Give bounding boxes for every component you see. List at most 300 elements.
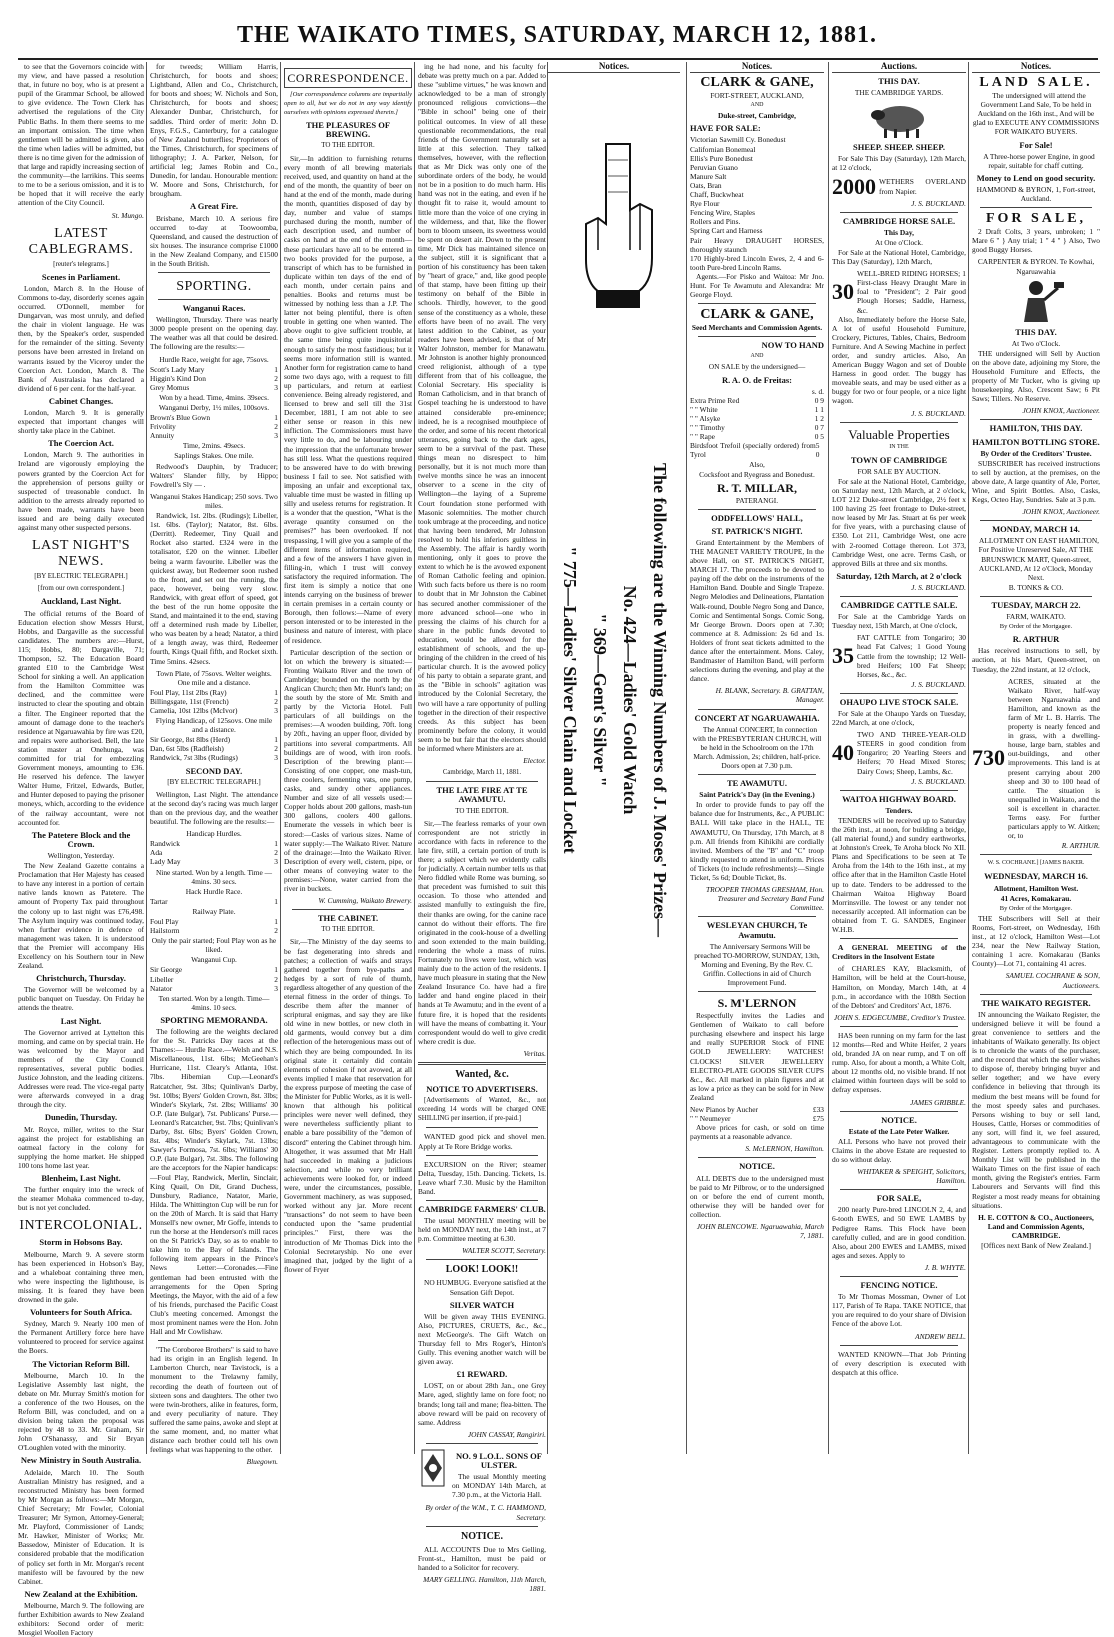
result-row (150, 917, 278, 926)
column-header: Auctions. (832, 62, 966, 73)
price-list (690, 1105, 824, 1123)
ad-subtitle: This Day, (884, 227, 914, 237)
ad-title: TUESDAY, MARCH 22. (991, 599, 1081, 610)
result-value: 1 (274, 839, 278, 849)
race-title: Hurdle Race, weight for age, 75sovs. (159, 354, 269, 364)
article-title: The Patetere Block and the Crown. (31, 829, 131, 849)
section-heading: SPORTING. (176, 279, 252, 295)
article-title: Volunteers for South Africa. (30, 1307, 132, 1318)
result-row (690, 405, 824, 414)
letter-to: TO THE EDITOR. (455, 806, 509, 815)
ad-address: Duke-street, Cambridge, (717, 111, 797, 121)
ad-text: W. S. COCHRANE.] [JAMES BAKER. (987, 860, 1085, 867)
ad-text: FAT CATTLE from Tongariro; 30 head Fat Calves; 1 Good Young Cattle from the township; 12 Well-bred Heifers; 100 Fat Sheep; Horses, &c., &c. (857, 633, 966, 679)
letter-text: ing he had none, and his faculty for debate was pretty much on a par. Added to these "sublime virtues," he was known and acknowledged to be a man of strongly pronounced religious convictions—the "Bible in school" being one of their political outcomes. In view of all these questionable recommendations, the real friends of the Government naturally set a little at this selection. They talked themselves, however, with the reflection that as Mr Dick was only one of the subordinate orders of the body, he would not be in a position to do much harm. His hand was not in the eating, and even if he thought fit to raise it, would amount to little more than the voice of one crying in the wilderness, and that, like the flower born to bloom unseen, its sweetness would be spent on desert air. Down to the present time, Mr Dick has maintained silence on the subject, still it is significant that a portion of his constituency has been taken by "heart of grace," and, like good people of that stamp, have been fitting up their testimony on behalf of the Bible in schools. Thirdly, however, to the good sense of the constituency as a whole, these efforts have been of no avail. The very latest addition to the Cabinet, as your readers have been advised, is that of Mr Walter Johnston, member for Manawatu. Mr Johnston is another highly pronounced creed religionist, although of a type different from that of his colleague, the Colonial Secretary. His speciality is Roman Catholicism, and in that branch of Gospel teaching he is understood to have attained considerable pre-eminence; indeed, he is a recognised mouthpiece of the order, and some of his recent rhetorical utterances, going back to the dark ages, seem to be a survival of the past. These things mean no disrespect to him personally, but it is not much more than twelve months since he was an innocent observer to a scene in the city of Wellington—the laying of a Supreme Court foundation stone performed with Masonic solemnities. The mother church took umbrage at the proceeding, and notice that having been tendered, Mr Johnston resolved to hold his inferiors guiltless in the Assembly. The affair is hardly worth mentioning, only it goes to prove the extent to which he is the avowed exponent of Roman Catholic feeling and opinion. With such facts before us there is no room to doubt that in Mr Johnston the Cabinet has secured another commissioner of the more advanced school—one who in pressing the claims of his church for a share in the public funds devoted to education, would be allowed for the establishment of schools, and the up-bringing of the children in the creed of his particular church. It is the avowed policy of his party to obtain a separate grant, and as the "Bible in schools" agitation was introduced by the Colonial Secretary, the two will have a rare opportunity of pulling together in the direction of their respective creeds. As this subject has been prominently before the colony, it would seem to be but fair that the electors should be informed where Ministers are at. (418, 62, 546, 754)
ad-text: ON SALE by the undersigned— (708, 362, 806, 372)
result-row (150, 897, 278, 906)
lot-count: 40 (832, 739, 854, 765)
article-title: Christchurch, Thursday. (36, 973, 126, 984)
result-row (150, 422, 278, 431)
result-row (150, 839, 278, 848)
ad-subtitle: By Order of the Mortgagee. (999, 623, 1073, 631)
article-title: Last Night. (60, 1015, 102, 1026)
signature: MARY GELLING. Hamilton, 11th March, 1881. (423, 1574, 546, 1593)
result-value: 1 (274, 735, 278, 745)
result-value: 1 (274, 413, 278, 423)
classified-ad: EXCURSION on the River; steamer Delta, Tuesday, 15th. Dancing. Tickets, 1s. Leave wharf 7.30. Music by the Hamilton Band. (418, 1159, 546, 1196)
race-note: Nine started. Won by a length. Time —4mins. 30 secs. (155, 867, 273, 886)
letter-text: Particular description of the section or lot on which the brewery is situated:—Fronting Waikato River and the town of Cambridge; bounded on the north by the Anglican Church; then Mr. Hunt's land; on the south by the store of Mr. Smith and partly by the Victoria Hotel. Full particulars of all buildings on the premises:—A wooden building, 70ft. long by 20ft., having an upper floor, divided by partitions into several compartments. All buildings are of wood, with iron roofs. Description of the brewing plant:—Consisting of one copper, one mash-tun, three coolers, fermenting vats, one pump, casks, and sundry other appliances. Number and size of all vessels used:—Copper holds about 200 gallons, mash-tun 300 gallons, coolers 400 gallons. Enumerate the vessels in which beer is stored:—Casks of various sizes. Name of water supply:—The Waikato River. Nature of the drainage:—Into the Waikato River. Description of every well, cistern, pipe, or other means of conveying water to the premises:—None, water carried from the river in buckets. (284, 647, 412, 894)
article-title: SPORTING MEMORANDA. (160, 1014, 268, 1025)
list-item: Spring Cart and Harness (690, 226, 763, 236)
classified-ad: LOST, on or about 28th Jan., one Grey Mare, aged, slightly lame on fore foot; no brands; long tail and mane; flea-bitten. The above reward will be paid on recovery of same. Address (418, 1381, 546, 1427)
signature: J. S. BUCKLAND. (911, 582, 966, 592)
race-results (150, 413, 278, 440)
race-note: Ten started. Won by a length. Time—4mins. 10 secs. (158, 993, 270, 1012)
ad-subtitle: By Order of the Mortgagee. (999, 904, 1073, 912)
ad-subtitle: Seed Merchants and Commission Agents. (691, 323, 823, 333)
ad-text: AND (750, 353, 764, 360)
ad-title: CAMBRIDGE FARMERS' CLUB. (418, 1203, 546, 1214)
lodge-notice (418, 1448, 546, 1502)
ad-text: WANTED KNOWN—That Job Printing of every description is executed with despatch at this office. (832, 1349, 966, 1377)
result-value: 3 (274, 857, 278, 867)
notice-title: NOTICE TO ADVERTISERS. (426, 1084, 538, 1095)
result-name: New Pianos by Aucher (690, 1105, 758, 1114)
column-header: Notices. (972, 62, 1100, 73)
ad-text: [Offices next Bank of New Zealand.] (981, 1241, 1091, 1251)
signature: J. S. BUCKLAND. (911, 408, 966, 418)
letter-dateline: Cambridge, March 11, 1881. (442, 769, 522, 777)
classified-ad: The usual Monthly meeting on MONDAY 14th March, at 7.30 p.m., at the Victoria Hall. (452, 1472, 546, 1500)
race-title: Wanganui Cup. (191, 955, 237, 965)
ad-text: IN THE (889, 443, 909, 450)
result-name: " " Timothy (690, 423, 725, 432)
ad-subtitle: FOR SALE BY AUCTION. (857, 466, 941, 476)
ad-text: TENDERS will be received up to Saturday the 26th inst., at noon, for building a bridge, (all material found,) and sundry earthworks, at Johnston's Creek, Te Aroha block No XII. Plans and Specifications to be seen at Te Aroha from the 14th to the 16th inst., at my office after that in the Hamilton Castle Hotel up to date. Tenders to be addressed to the Chairman Waitoa Highway Board Morrinsville. The lowest or any tender not necessarily accepted. All information can be obtained from T. G. SANDES, Engineer W.H.B. (832, 815, 966, 935)
signature: JOHN CASSAY, Rangiriri. (467, 1429, 546, 1439)
ad-title: LAND SALE. (979, 75, 1093, 91)
race-title: Saplings Stakes. One mile. (174, 451, 254, 461)
section-heading: Wanted, &c. (455, 1069, 509, 1081)
signature: S. McLERNON, Hamilton. (745, 1144, 824, 1154)
ad-address: FORT-STREET, AUCKLAND, (710, 91, 804, 101)
signature: JOHN S. EDGECUMBE, Creditor's Trustee. (833, 1012, 966, 1022)
article-text: Redwood's Dauphin, by Traducer; Walters' Slander filly, by Hippo; Fowdrell's Sly — . (150, 461, 278, 489)
result-name: Foul Play, 11st 2lbs (Ray) (150, 687, 227, 697)
lot-line (832, 269, 966, 314)
ad-subtitle: FARM, WAIKATO. (1006, 612, 1066, 622)
result-row (690, 1105, 824, 1114)
signature: SAMUEL COCHRANE & SON, Auctioneers. (1005, 971, 1100, 990)
signature: By order of the W.M., T. C. HAMMOND, Secretary. (425, 1503, 546, 1522)
ad-text: Has received instructions to sell, by auction, at his Mart, Queen-street, on Tuesday, the 22nd instant, at 12 o'clock, (972, 646, 1100, 674)
race-results (150, 897, 278, 906)
ad-title: £1 REWARD. (456, 1369, 508, 1380)
letter-title: THE LATE FIRE AT TE AWAMUTU. (436, 785, 528, 805)
result-row (150, 365, 278, 374)
result-value: 3 (274, 753, 278, 763)
ad-text: ALL DEBTS due to the undersigned must be paid to Mr Pilbrow, or to the undersigned on or before the end of current month, otherwise they will be handed over for collection. (690, 1173, 824, 1219)
ad-signature: B. TONKS & CO. (1008, 582, 1064, 592)
ad-title: WAITOA HIGHWAY BOARD. (842, 793, 956, 804)
ad-title: NOW TO HAND (761, 340, 824, 351)
letter-text: Sir,—The fearless remarks of your own correspondent are not strictly in accordance with facts in reference to the late fire, still, a certain portion of truth is there; a subject which we evidently calls for judicially. A certain number tells us that Nero fiddled while Rome was burning, so that precedent was furnished to suit this occasion. To those who attended and assisted manfully to extinguish the fire, their thanks are owing, for the canine race cannot do without their efforts. The fire originated in the cook-house of a dwelling and soon extended to the main building, rendering the whole a mass of ruins. Fortunately no lives were lost, which was mainly due to the action of the residents. I have much pleasure in stating that the New Zealand Insurance Co. have had a fire ladder and hand engine placed in their hands at Te Awamutu; and in the event of a future fire, it is hoped that the residents will have the means of combatting it. Your correspondent would do well to give credit where credit is due. (418, 818, 547, 1046)
result-row (690, 414, 824, 423)
ad-title: FOR SALE, (985, 211, 1087, 227)
ad-text: ALLOTMENT ON EAST HAMILTON, For Positive Unreserved Sale, AT THE BRUNSWICK MART, Queen-street, AUCKLAND, At 12 o'Clock, Monday Next. (978, 536, 1100, 582)
article-title: New Zealand at the Exhibition. (24, 1588, 138, 1599)
column-4 (418, 62, 547, 1593)
result-value: 1 1 (814, 404, 824, 414)
result-value: 3 (274, 431, 278, 441)
classified-ad: NO HUMBUG. Everyone satisfied at the Sensation Gift Depot. (424, 1278, 546, 1297)
ad-title: CONCERT AT NGARUAWAHIA. (694, 712, 820, 723)
article-text: for tweeds; William Harris, Christchurch, for boots and shoes; Lightband, Allen and Co., Christchurch, for boots and shoes; W. Nichols and Son, Christchurch, for boots and shoes; Alexander Dunbar, Christchurch, for saddles. Third order of merit: John D. Enys, F.G.S., Canterbury, for a catalogue of New Zealand butterflies; Proprietors of the Times, Christchurch, for specimens of lithography; J. A. Parker, Nelson, for artificial leg; James Robin and Co., Dunedin, for landau. Honourable mention: W. Moore and Sons, Christchurch, for brougham. (150, 62, 278, 199)
column-6 (690, 62, 824, 1454)
ad-text: The Anniversary Sermons Will be preached TO-MORROW, SUNDAY, 13th, Morning and Evening, By the Rev. C. Griffin. Collections in aid of Church Improvement Fund. (694, 941, 820, 987)
ad-title: FOR SALE, (876, 1193, 922, 1204)
column-8 (972, 62, 1100, 1454)
article-title: Cabinet Changes. (48, 395, 114, 406)
article-text: London, March 9. The authorities in Ireland are vigorously employing the powers granted by the Coercion Act for the apprehension of persons guilty or suspected of treasonable conduct. In addition to the arrests already reported to have been made, warrants have been issued and are being daily executed against many other suspected persons. (18, 450, 144, 533)
ad-subtitle: THE CAMBRIDGE YARDS. (854, 88, 944, 98)
article-text: Melbourne, March 9. The following are further Exhibition awards to New Zealand exhibitors: Second order of merit: Mosgiel Woollen Factory (18, 1600, 144, 1637)
column-divider (414, 62, 415, 1454)
result-value: £75 (812, 1114, 824, 1124)
signature: St. Mungo. (111, 210, 144, 220)
signature: J. S. BUCKLAND. (911, 776, 966, 786)
race-title: Railway Plate. (192, 906, 236, 916)
result-row (150, 413, 278, 422)
result-name: Billingsgate, 11st (French) (150, 696, 229, 706)
section-subheading: [BY ELECTRIC TELEGRAPH.] (34, 572, 128, 581)
signature: JAMES GRIBBLE. (910, 1097, 966, 1107)
result-value: 2 (274, 373, 278, 383)
signature: Veritas. (523, 1048, 546, 1058)
signature: TROOPER THOMAS GRESHAM, Hon. Treasurer and Secretary Band Fund Committee. (705, 885, 824, 913)
product-list (690, 135, 824, 271)
lot-count: 730 (972, 745, 1005, 771)
result-name: Birdsfoot Trefoil (specially ordered) from Tyrol (690, 441, 816, 460)
result-name: " " Neumeyer (690, 1114, 731, 1124)
result-value: 1 (274, 916, 278, 926)
sheep-illustration-icon (864, 99, 934, 139)
article-title: New Ministry in South Australia. (20, 1455, 142, 1466)
ad-title: NO. 9 L.O.L. SONS OF ULSTER. (456, 1450, 542, 1471)
ad-subtitle: By Order of the Creditors' Trustee. (980, 448, 1092, 458)
result-name: " " Alsyke (690, 413, 721, 423)
section-heading: INTERCOLONIAL. (19, 1218, 143, 1234)
classified-ad: Will be given away THIS EVENING. Also, PICTURES, CRUETS, &c., &c., next McGeorge's. The Gift Watch on Thursday fell to Mrs Roger's, Hinton's Gully. This evening another watch will be given away. (418, 1311, 546, 1367)
winning-numbers-notice (551, 330, 679, 1070)
letter-text: Sir,—The Ministry of the day seems to be fast degenerating into shreds and patches; a collection of waifs and strays gathered together from bye-paths and hedges by a sort of rule of thumb, regardless altogether of any question of the eternal fitness in the order of things. To describe them after the manner of scriptural enigmas, and say they are like old wine in new bottles, or new cloth in old garments, would convey but a dim reflection of the heterogenious mass out of which they are being compounded. In its original state it certainly did contain elements of cohesion if not avowed, at all events implied I make that reservation for the express purpose of meeting the case of the Minister for Public Works, as it is well-known that although his political principles were never well defined, they were nevertheless sufficiently pliant to enable a bare possibility of the "demon of discord" entering the Cabinet through him. Altogether, it was assumed that Mr Hall had succeeded in making a judicious selection, and while no very brilliant achievements were looked for, or indeed were, under the circumstances, possible, Government machinery, as was supposed, worked without any jar. More recent "transactions" do not seem to have been conducted upon the "same prudential principles." First, there was the introduction of Mr Thomas Dick into the Colonial Secretaryship. No one ever imagined that, judged by the light of a flower of Fryer (284, 937, 412, 1274)
signature: J. S. BUCKLAND. (911, 198, 966, 208)
ad-text: Above prices for cash, or sold on time payments at a reasonable advance. (690, 1123, 824, 1142)
result-name: Grey Momus (150, 382, 190, 392)
article-text: Mr. Royce, miller, writes to the Star against the project for establishing an oatmeal factory in the colony for supplying the home market. He shipped 100 tons home last year. (18, 1124, 144, 1170)
result-row (150, 857, 278, 866)
ad-text: TWO AND THREE-YEAR-OLD STEERS in good condition from Tongariro; 20 Yearling Steers and Heifers; 70 Head Mixed Stores; Dairy Cows; Sheep, Lambs, &c. (857, 730, 966, 776)
signature: H. BLANK, Secretary. B. GRATTAN, Manager. (715, 686, 824, 705)
result-row (150, 744, 278, 753)
notice-line: No. 424—Ladies' Gold Watch (620, 585, 640, 815)
signature: JOHN BLENCOWE. Ngaruawahia, March 7, 1881. (696, 1222, 824, 1241)
newspaper-title: THE WAIKATO TIMES, SATURDAY, MARCH 12, 1881. (236, 22, 878, 48)
race-title: Hack Hurdle Race. (185, 886, 243, 896)
ad-text: Respectfully invites the Ladies and Gentlemen of Waikato to call before purchasing elsewhere and inspect his large and really SUPERIOR Stock of FINE GOLD JEWELLERY: WATCHES! CLOCKS! SILVER JEWELLERY ELECTRO-PLATE GOODS SILVER CUPS &c., &c. All marked in plain figures and at as low a price as they can be sold for in New Zealand (690, 1011, 824, 1102)
list-item: Ellis's Pure Bonedust (690, 153, 753, 163)
lot-count: 2000 (832, 173, 876, 199)
result-row (150, 383, 278, 392)
ad-text: of CHARLES KAY, Blacksmith, of Hamilton, will be held at the Court-house, Hamilton, on Monday, March 14th, at 4 p.m., in accordance with the 108th Section of the Debtors' and Creditors' Act, 1876. (832, 964, 966, 1010)
ad-title: WESLEYAN CHURCH, Te Awamutu. (706, 920, 808, 940)
result-value: 0 5 (814, 432, 824, 442)
classified-ad: WANTED good pick and shovel men. Apply at Te Rore Bridge works. (418, 1132, 546, 1151)
ad-text: THE undersigned will Sell by Auction on the above date, adjoining my Store, the Household Furniture and Effects, the property of Mr Tucker, who is giving up housekeeping. Also, Crescent Saw; 6 Pit Saws; Tillers. No Reserve. (972, 348, 1100, 404)
letter-title: THE CABINET. (317, 913, 379, 924)
result-row (150, 688, 278, 697)
result-name: Tartar (150, 896, 168, 906)
result-name: Camelia, 10st 12lbs (McIvor) (150, 706, 238, 715)
column-7 (832, 62, 966, 1454)
result-row (690, 432, 824, 441)
result-row (150, 374, 278, 383)
ad-text: The Annual CONCERT, In connection with the PRESBYTERIAN CHURCH, will be held in the Schoolroom on the 17th March. Admission, 2s; children, half-price. Doors open at 7.30 p.m. (692, 724, 822, 770)
list-item: Rye Flour (690, 199, 720, 209)
ad-text: For Sale at the Cambridge Yards on Tuesday next, 15th March, at One o'clock, (832, 612, 966, 631)
notice-line: " 369—Gent's Silver " (590, 613, 610, 787)
article-text: London, March 9. It is generally expected that important changes will shortly take place in the Cabinet. (18, 408, 144, 436)
ad-text: WETHERS OVERLAND from Napier. (879, 177, 966, 196)
article-title: Dunedin, Thursday. (44, 1112, 118, 1123)
auctioneer-illustration-icon (1006, 278, 1066, 324)
list-item: Californian Bonemeal (690, 144, 756, 154)
ad-title: A GENERAL MEETING of the Creditors in the Insolvent Estate (832, 943, 966, 962)
ad-text: For Sale at the National Hotel, Cambridge, This Day (Saturday), 12th March, (832, 247, 966, 267)
ad-title: HAMILTON, THIS DAY. (989, 423, 1083, 434)
column-divider (146, 62, 147, 1454)
result-name: Annuity (150, 431, 175, 441)
lot-line (972, 677, 1100, 841)
article-text: The New Zealand Gazette contains a Proclamation that Her Majesty has ceased to have any interest in a portion of certain native lands known as Patetere. The amount of Property Tax paid throughout the colony up to last night was £76,498. The Asylum inquiry was continued today, when further evidence in defence of management was taken. It is understood that the Premier will accompany His Excellency on his Southern tour in New Zealand. (18, 861, 144, 971)
signature: WALTER SCOTT, Secretary. (462, 1246, 546, 1256)
ad-date: Saturday, 12th March, at 2 o'clock (836, 570, 962, 581)
result-row (150, 975, 278, 984)
result-name: Dan, 6st 5lbs (Radfleish) (150, 744, 224, 754)
signature: J. S. BUCKLAND. (911, 679, 966, 689)
ad-subtitle: HAMILTON BOTTLING STORE. (972, 436, 1100, 447)
column-2 (150, 62, 278, 1467)
signature: W. Cumming, Waikato Brewery. (318, 896, 412, 906)
ad-text: WELL-BRED RIDING HORSES; 1 First-class Heavy Draught Mare in foal to "President"; 2 Pair good Plough Horses; Saddle, Harness, &c. (857, 269, 966, 315)
article-text: Sydney, March 9. Nearly 100 men of the Permanent Artillery force here have volunteered to proceed for service against the Boers. (18, 1319, 144, 1356)
race-title: Town Plate, of 75sovs. Welter weights. One mile and a distance. (156, 668, 272, 687)
ad-text: The undersigned will attend the Government Land Sale, To be held in Auckland on the 16th inst., And will be glad to EXECUTE ANY COMMISSIONS FOR WAIKATO BUYERS. (972, 91, 1100, 137)
ad-title: THE WAIKATO REGISTER. (981, 997, 1091, 1008)
ad-title: CAMBRIDGE CATTLE SALE. (840, 600, 958, 611)
ad-subtitle: HAVE FOR SALE: (690, 123, 761, 134)
ad-text: 200 nearly Pure-bred LINCOLN 2, 4, and 6-tooth EWES, and 50 EWE LAMBS by Pedigree Rams. This Flock have been carefully culled, and are in good condition. Also, about 200 EWES and LAMBS, mixed ages and sexes. Apply to (832, 1205, 966, 1260)
section-heading: LATEST CABLEGRAMS. (28, 225, 134, 257)
ad-signature: R. T. MILLAR, (717, 480, 797, 495)
list-item: Manure Salt (690, 171, 727, 181)
ad-text: A Three-horse power Engine, in good repair, suitable for chaff cutting. (983, 151, 1095, 170)
ad-title: MONDAY, MARCH 14. (992, 524, 1080, 535)
ad-text: THE Subscribers will Sell at their Rooms, Fort-street, on Wednesday, 16th inst., at 12 o'clock, Hamilton West—Lot 234, near the New Railway Station, containing 1 acre. Komakarau (Banks County)—Lot 71, containing 41 acres. (972, 913, 1100, 969)
ad-text: ACRES, situated at the Waikato River, half-way between Ngaruawahia and Hamilton, and known as the farm of Mr L. B. Harris. The property is nearly fenced and in grass, with a dwelling-house, large barn, stables and out-buildings, and other improvements. This land is at present carrying about 200 sheep and 30 to 100 head of cattle. The situation is unequalled in Waikato, and the soil is excellent in character. Terms easy. For further particulars apply to W. Aitken; or, to (1008, 676, 1100, 841)
article-text: Adelaide, March 10. The South Australian Ministry has resigned, and a reconstructed Ministry has been formed by Mr Morgan as follows:—Mr Morgan, Chief Secretary; Mr Fowler, Colonial Treasurer; Mr Symon, Attorney-General; Mr. Playford, Commissioner of Lands; Mr. Hawker, Minister of Works; Mr. Bassedow, Minister of Education. It is considered probable that the modification of policy set forth in Mr. Morgan's recent manifesto will be favoured by the new Cabinet. (18, 1467, 144, 1586)
ad-title: Valuable Properties (848, 426, 950, 442)
race-results (150, 917, 278, 935)
article-text: Brisbane, March 10. A serious fire occurred to-day at Toowoomba, Queensland, and caused the destruction of six houses. The insurance comprise £1000 in the New Zealand Company, and £1500 in the South British. (150, 213, 278, 268)
race-title: Flying Handicap, of 125sovs. One mile and a distance. (155, 716, 273, 735)
column-divider (280, 62, 281, 1454)
article-text: "The Coroboree Brothers" is said to have had its origin in an English legend. In Lamberton Church, near Tavistock, is a monument to the Trelawny family, recording the death of fourteen out of sixteen sons and daughters. The other two were twin-brothers, alike in features, form, and every peculiarity of nature. They suffered the same pains, awoke and slept at the same moment, and, no matter what distance each brother could tell his own feelings what was happening to the other. (150, 1345, 278, 1455)
ad-title: NOTICE. (881, 1114, 917, 1125)
article-text: to see that the Governors coincide with my view, and have passed a resolution that, in future no boy, who is at present a pupil of the Grammar School, be allowed to give evidence. The Town Clerk has advertised the regulations of the City Public Baths. In them there seems to me an important omission. The time when gentlemen will be admitted is given, also the time when ladies will be admitted, but there is no time given for the admission of that large and rapidly increasing section of the community—the larrikins. This seems to me to be a serious omission, and it is to be hoped that it will receive the early attention of the City Council. (18, 62, 144, 208)
result-row (690, 423, 824, 432)
ad-text: AND (750, 102, 764, 109)
signature: WHITAKER & SPEIGHT, Solicitors, Hamilton. (857, 1167, 966, 1186)
ad-subtitle: Tenders. (885, 805, 913, 815)
lot-line (832, 173, 966, 199)
result-value: 1 2 (814, 413, 824, 423)
result-name: Frivolity (150, 422, 176, 432)
ad-text: SUBSCRIBER has received instructions to sell by auction, at the premises, on the above date, A large quantity of Ale, Porter, Wine, and Spirit Bottles. Also, Casks, Kegs, Octeo Hay, Sundries. Sale at 3 p.m. (972, 458, 1100, 505)
ad-title: THIS DAY. (1015, 326, 1057, 337)
ad-title: LOOK! LOOK!! (445, 1264, 519, 1276)
column-header: Notices. (548, 62, 680, 73)
result-value: 2 (274, 422, 278, 432)
signature: J. B. WHYTE. (924, 1262, 966, 1272)
ad-text: IN announcing the Waikato Register, the undersigned believe it will be found a great convenience to settlers and the inhabitants of Waikato generally. Its object is to chronicle the wants of the purchaser, and the record that which the seller wishes to dispose of, thereby bringing buyer and seller together; and we have every confidence in believing that through its medium the best means will be found for the most speedy sales and purchases. Persons wishing to buy or sell land, Houses, Cattle, Horses or commodities of any sort, will find it, we feel assured, advantageous to communicate with the Register. Letters promptly replied to. A Monthly List will be published in the Waikato Times on the first issue of each month, giving the Register's entries. Farm Labourers and Servants will find this Register a most ready means for obtaining situations. (972, 1009, 1100, 1210)
article-text: The official returns of the Board of Education election show Messrs Hurst, Hobbs, and Dargaville as the successful candidates. The numbers are:—Hurst, 115; Hobbs, 80; Dargaville, 71; Thompson, 52. The Education Board granted £10 to the Cambridge West School for sinking a well. An application from the Hamilton Committee was declined, and the committee were instructed to clear the spouting and obtain a filter. The Engineer reported that the amount of damage done to the teacher's residence at Ngaruawahia by fire was £20, and repairs were authorised. Bell, the late station master at Onehunga, was committed for trial for embezzling Government moneys, amounting to £36. He reserved his defence. The lawyer Walter Hume, Fritzel, Edwards, Butler, and Hunter deposed to paying the prisoner moneys, which, according to the evidence of the railway accountant, were not accounted for. (18, 608, 144, 827)
ad-text: Grand Entertainment by the Members of THE MAGNET VARIETY TROUPE, In the above Hall, on ST. PATRICK'S NIGHT, MARCH 17. The proceeds to be devoted to paying off the debt on the instruments of the Hamilton Band. Double and Single Trapeze. Negro Melodies and Delineations, Plantation Walk-round, Double Negro Song and Dance, Comic and Sentimental Songs. Comic Song, Mr George Brown. Doors open at 7.30; commence at 8. Admission: 2s 6d and 1s. Holders of front seat tickets admitted to the dance after the entertainment. Mons. Caley, Bandmaster of Hamilton Band, will perform selections during the evening, and play at the dance. (690, 537, 824, 684)
result-name: Randwick, 7st 3lbs (Rudings) (150, 753, 238, 763)
column-divider (968, 62, 969, 1454)
ad-text: For sale at the National Hotel, Cambridge, on Saturday next, 12th March, at 2 o'clock, LOT 212 Duke-street Cambridge, 2½ feet x 100 having 25 feet frontage to Duke-street, now leased by Mr Jas. Stuart at 6s per week for five years, with a purchasing clause of £350. Lot 211, Cambridge West, one acre with 2-roomed Cottage thereon. Lot 373, Cambridge West, one acre. Terms Cash, or approved Bills at three and six months. (832, 476, 966, 568)
race-note: Only the pair started; Foul Play won as he liked. (151, 936, 277, 955)
notice-line: The following are the Winning Numbers of J. Moses' Prizes— (650, 463, 670, 937)
ad-text: To Mr Thomas Mossman, Owner of Lot 117, Parish of Te Rapa. TAKE NOTICE, that you are required to do your share of Division Fence of the above Lot. (832, 1292, 966, 1329)
signature: Elector. (523, 756, 546, 766)
article-dateline: Wellington, Yesterday. (47, 850, 115, 860)
list-item: Peruvian Guano (690, 162, 738, 172)
notice-text: [Advertisements of Wanted, &c., not exceeding 14 words will be charged ONE SHILLING per insertion, if pre-paid.] (418, 1097, 546, 1123)
column-divider (828, 62, 829, 1454)
section-subheading: [reuter's telegrams.] (53, 259, 109, 268)
lot-count: 35 (832, 643, 854, 669)
section-heading: CORRESPONDENCE. (284, 68, 412, 88)
masthead-rule (18, 58, 1098, 60)
ad-subtitle: Money to Lend on good security. (976, 172, 1096, 183)
ad-text: Also, (749, 460, 765, 470)
race-results (150, 735, 278, 762)
result-row (150, 706, 278, 715)
ad-text: Also, Immediately before the Horse Sale, A lot of useful Household Furniture, Crockery, Pictures, Tables, Chairs, Bedroom Furniture. And A Sewing Machine in perfect order, and sundry articles. Also, An American Buggy Wagon and set of Double Harness in good order. The buggy has moveable seats, and may be used either as a buggy for two or four people, or a nice light wagon. (832, 314, 966, 406)
signature: R. ARTHUR. (1061, 841, 1100, 851)
result-name: Hailstorm (150, 926, 180, 936)
ad-title: WEDNESDAY, MARCH 16. (984, 871, 1088, 882)
lot-line (832, 633, 966, 678)
list-item: Rollers and Pins. (690, 217, 741, 227)
article-title: Storm in Hobsons Bay. (39, 1237, 123, 1248)
result-value: 3 (274, 706, 278, 715)
result-row (150, 735, 278, 744)
result-value: 2 (274, 744, 278, 754)
race-note: Time, 2mins. 49secs. (182, 441, 246, 451)
letter-to: TO THE EDITOR. (321, 141, 375, 150)
letter-title: THE PLEASURES OF BREWING. (305, 120, 391, 140)
article-title: Scenes in Parliament. (41, 271, 121, 282)
ad-subtitle: For Sale! (1019, 139, 1053, 150)
section-heading: LAST NIGHT'S NEWS. (31, 538, 131, 570)
ad-title: CAMBRIDGE HORSE SALE. (842, 215, 956, 226)
result-name: Libeller (150, 974, 174, 984)
ad-text: Agents.—For Pisko and Waitoa: Mr Jno. Hunt. For Te Awamutu and Alexandra: Mr George Floyd. (690, 271, 824, 300)
ad-subtitle: ST. PATRICK'S NIGHT. (711, 525, 803, 536)
result-value: 2 (274, 926, 278, 936)
result-name: Higgin's Kind Don (150, 373, 206, 383)
ad-subtitle: R. A. O. de Freitas: (722, 374, 792, 385)
list-item: 170 Highly-bred Lincoln Ewes, 2, 4 and 6-tooth Pure-bred Lincoln Rams. (690, 253, 824, 272)
ad-title: TE AWAMUTU. (727, 778, 787, 789)
list-item: Oats, Bran (690, 180, 722, 190)
article-text: Melbourne, March 9. A severe storm has been experienced in Hobson's Bay, and a whaleboat containing three men, who were inspecting the lighthouse, is missing. It is feared they have been drowned in the gale. (18, 1249, 144, 1304)
ad-text: For Sale at the Ohaupo Yards on Tuesday, 22nd March, at one o'clock, (832, 708, 966, 728)
ad-text: Cocksfoot and Ryegrass and Bonedust. (699, 470, 815, 480)
result-value: 0 7 (814, 423, 824, 432)
ad-subtitle: Estate of the Late Peter Walker. (848, 1126, 950, 1136)
article-text: Wellington, Thursday. There was nearly 3000 people present on the opening day. The weather was all that could be desired. The following are the results:— (150, 315, 278, 352)
article-text: The Governor will be welcomed by a public banquet on Tuesday. On Friday he attends the theatre. (18, 985, 144, 1013)
race-results (150, 688, 278, 715)
race-results (150, 839, 278, 866)
ad-text: For Sale This Day (Saturday), 12th March, at 12 o'clock, (832, 154, 966, 173)
ad-text: ALL Persons who have not proved their Claims in the above Estate are requested to do so without delay. (832, 1136, 966, 1164)
ad-signature: H. E. COTTON & CO., Auctioneers, Land and Commission Agents, CAMBRIDGE. (978, 1212, 1094, 1240)
result-name: Randwick (150, 839, 180, 849)
masthead (0, 0, 1114, 64)
race-title: Wanganui Stakes Handicap; 250 sovs. Two miles. (150, 491, 278, 510)
article-text: Wellington, Last Night. The attendance at the second day's racing was much larger than on the previous day, and the weather beautiful. The following are the results:— (150, 789, 278, 827)
result-name: Natator (150, 983, 173, 993)
lot-line (832, 730, 966, 775)
result-row (150, 697, 278, 706)
result-value: 2 (274, 696, 278, 706)
result-value: 2 (274, 974, 278, 984)
classified-ad: ALL ACCOUNTS Due to Mrs Gelling, Front-st., Hamilton, must be paid or handed to a Solicitor for recovery. (418, 1544, 546, 1572)
result-name: Foul Play (150, 916, 179, 926)
article-text: Melbourne, March 10. In the Legislative Assembly last night, the debate on Mr. Murray Smith's motion for a conference of the two Houses, on the Reform Bill, was concluded, and on a division being taken the proposal was rejected by 48 to 33. Mr. Graham, Sir John O'Shanassy, and Sir Bryan O'Loughlen voted with the minority. (18, 1370, 144, 1453)
list-item: Victorian Sawmill Cy. Bonedust (690, 135, 786, 145)
editorial-note: [Our correspondence columns are impartially open to all, but we do not in any way identify ourselves with opinions expressed therein.] (284, 91, 412, 117)
article-text: The following are the weights declared for the St. Patricks Day races at the Thames:— Hurdle Race.—Welsh and N.S. Miscellaneous, 11st. 6lbs; McGeehan's Hurricane, 11st. Cleary's Atlanta, 10st. 7lbs. Hibernian Cup.—Leonard's Ratcatcher, 9st. 3lbs; Quinlivan's Darby, 9st. 10lbs; Byers' Golden Crown, 8st. 3lbs; Winder's Skylark, 7st. 2lbs; Williams' 30 O.P. (late Bulgar), 7st. Publicans' Purse.—Leonard's Ratcatcher, 9st. 7lbs; Quinlivan's Darby, 8st. 6lbs; Byers' Golden Crown, 8st. 4lbs; Winder's Skylark, 7st. 13lbs; Sawyer's Formosa, 7st. 6lbs; Williams' 30 O.P. (late Bulgar), 7st. 3lbs. The following are the acceptors for the Napier handicaps:—Foul Play, Randwick, Merlin, Sinclair, King Quail, On Dit, Grand Duchess, Dunsbury, Radiance, Natator, Marie, Hilda. The Whittington Cup will be run for on the 20th of March. It is said that Harry Monsell's new owner, Mr Goffe, intends to run the horse at the Henderson's mill races on the St Patrick's Day, so as to enable to take him to the Bay of Islands. The following item appears in the Prince's News Letter:—Coronades.—Fine gentleman had been entrusted with the arrangements for the Open Spring Meetings, the Mayor, with the aid of a few of his friends, purchased the Pacific Coast Club's meeting concerned. Amongst the most prominent names were the Hon. John Hall and Mr Cowlishaw. (150, 1027, 278, 1337)
result-row (150, 965, 278, 974)
result-value: 3 (274, 983, 278, 993)
signature: ANDREW BELL. (915, 1331, 966, 1341)
ad-title: ODDFELLOWS' HALL, (711, 512, 803, 523)
ad-title: S. M'LERNON (717, 996, 797, 1011)
result-name: " " White (690, 404, 718, 414)
race-results (150, 965, 278, 992)
column-3 (284, 62, 412, 1454)
ad-highlight: SILVER WATCH (449, 1299, 515, 1310)
result-name: Lady May (150, 857, 181, 867)
column-1 (18, 62, 144, 1637)
ad-text: HAS been running on my farm for the last 12 months—Red and White Heifer, 2 years old, branded JA on near rump, and T on off rump. Also, for about a month, a White Colt, about 12 months old, no visible brand. If not claimed within fourteen days will be sold to defray expenses. (832, 1030, 966, 1095)
